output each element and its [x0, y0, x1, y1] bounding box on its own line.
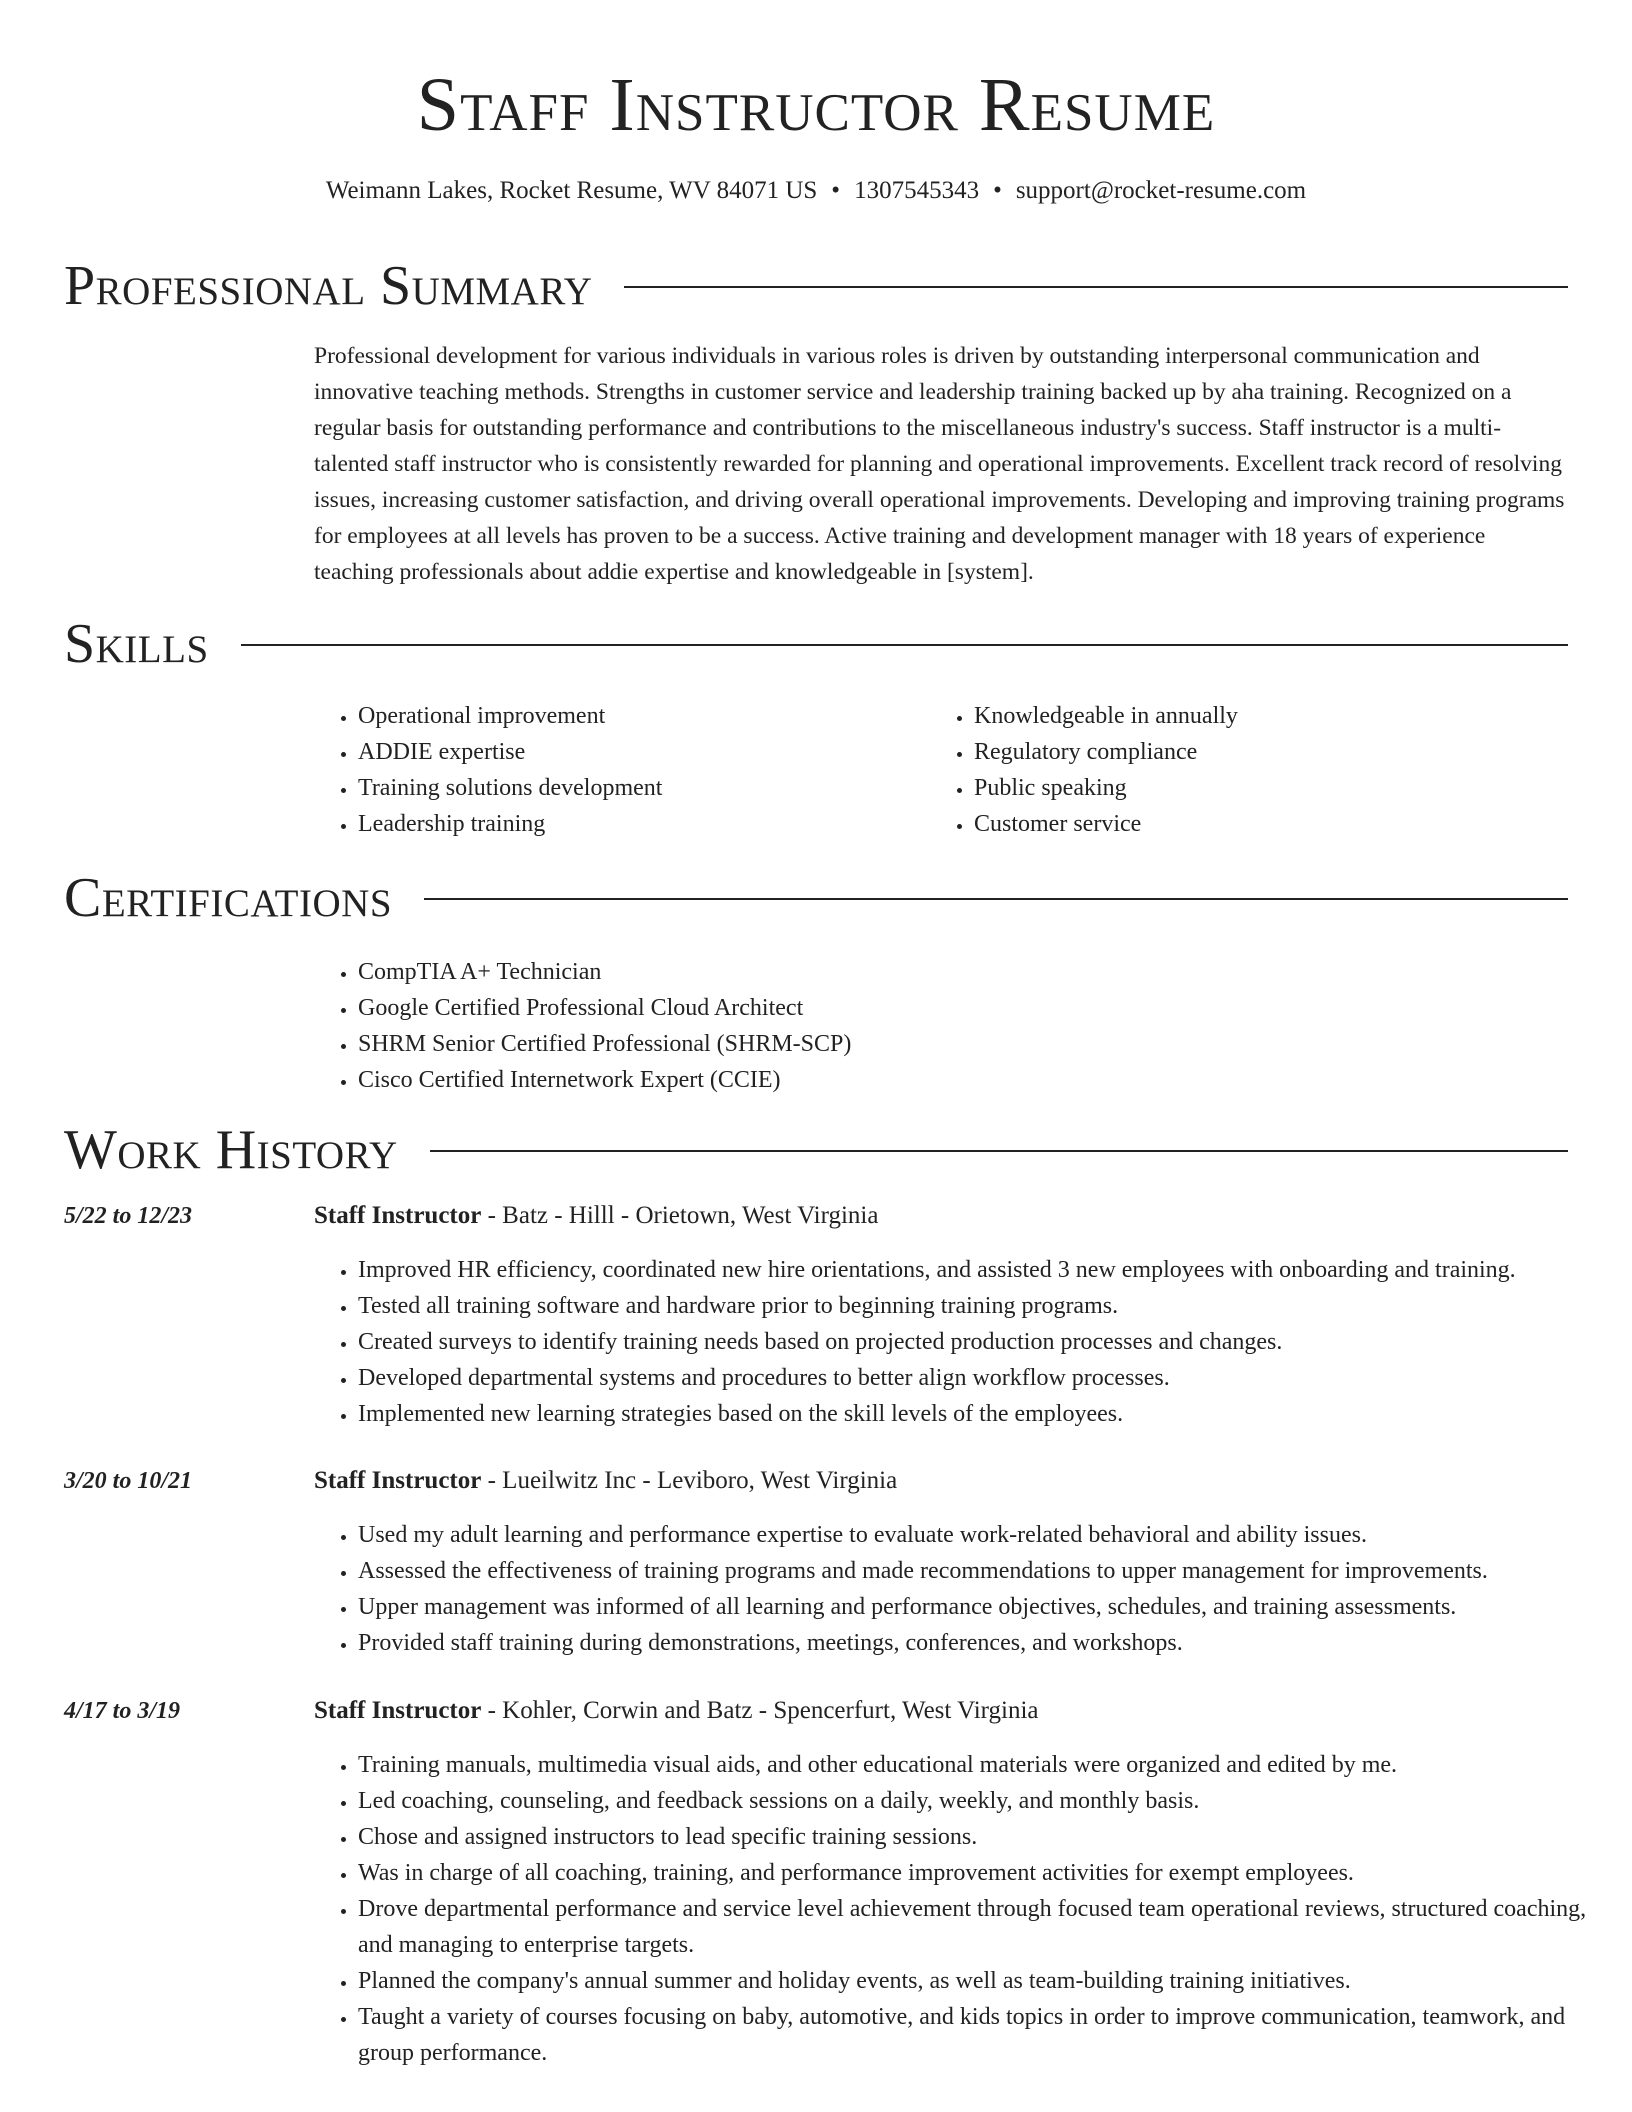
job-duty: • Led coaching, counseling, and feedback sessions on a daily, weekly, and monthly basis. [358, 1783, 1618, 1819]
job-title: Staff Instructor [314, 1467, 482, 1494]
job-duty: • Developed departmental systems and procedures to better align workflow processes. [358, 1360, 1618, 1396]
contact-address: Weimann Lakes, Rocket Resume, WV 84071 US [325, 177, 818, 204]
section-divider [624, 286, 1568, 288]
section-header-work-history [64, 1118, 1568, 1182]
job-employer-location: - Kohler, Corwin and Batz - Spencerfurt, West Virginia [481, 1697, 1039, 1724]
contact-phone: 1307545343 [854, 177, 980, 204]
job-duty: • Improved HR efficiency, coordinated new hire orientations, and assisted 3 new employees with onboarding and training. [358, 1252, 1618, 1288]
skills-list [314, 698, 914, 842]
summary-text: Professional development for various individuals in various roles is driven by outstanding interpersonal communication and innovative teaching methods. Strengths in customer service and leadership training backed up by aha training. Recognized on a regular basis for outstanding performance and contributions to the miscellaneous industry's success. Staff instructor is a multi-talented staff instructor who is consistently rewarded for planning and operational improvements. Excellent track record of resolving issues, increasing customer satisfaction, and driving overall operational improvements. Developing and improving training programs for employees at all levels has proven to be a success. Active training and development manager with 18 years of experience teaching professionals about addie expertise and knowledgeable in [system]. [314, 343, 1565, 585]
job-duty: • Created surveys to identify training needs based on projected production processes and changes. [358, 1324, 1618, 1360]
skill-item: • Knowledgeable in annually [974, 698, 1530, 734]
section-title-certifications: Certifications [64, 867, 393, 929]
skills-list [930, 698, 1530, 842]
section-header-summary [64, 254, 1568, 318]
certifications-block [314, 954, 1214, 1098]
job-duty: • Training manuals, multimedia visual aids, and other educational materials were organized and edited by me. [358, 1747, 1618, 1783]
job-dates: 5/22 to 12/23 [64, 1203, 193, 1229]
job-duties-list [314, 1747, 1618, 2071]
contact-separator: • [993, 177, 1002, 204]
certification-item: • CompTIA A+ Technician [358, 954, 1214, 990]
skills-column-left [314, 698, 914, 842]
job-duties-list [314, 1252, 1618, 1432]
section-title-skills: Skills [64, 613, 209, 675]
certification-item: • Google Certified Professional Cloud Architect [358, 990, 1214, 1026]
skill-item: • Training solutions development [358, 770, 914, 806]
job-duty: • Implemented new learning strategies based on the skill levels of the employees. [358, 1396, 1618, 1432]
job-duty: • Upper management was informed of all learning and performance objectives, schedules, and training assessments. [358, 1589, 1618, 1625]
skills-column-right [930, 698, 1530, 842]
skill-item: • Customer service [974, 806, 1530, 842]
certifications-list [314, 954, 1214, 1098]
job-duty: • Was in charge of all coaching, training, and performance improvement activities for exempt employees. [358, 1855, 1618, 1891]
section-title-work-history: Work History [64, 1119, 398, 1181]
job-duty: • Drove departmental performance and service level achievement through focused team operational reviews, structured coaching, and managing to enterprise targets. [358, 1891, 1618, 1963]
job-duty: • Provided staff training during demonstrations, meetings, conferences, and workshops. [358, 1625, 1618, 1661]
job-duty: • Chose and assigned instructors to lead specific training sessions. [358, 1819, 1618, 1855]
section-divider [430, 1150, 1568, 1152]
skill-item: • Leadership training [358, 806, 914, 842]
skill-item: • Operational improvement [358, 698, 914, 734]
skill-item: • Public speaking [974, 770, 1530, 806]
job-employer-location: - Lueilwitz Inc - Leviboro, West Virginia [481, 1467, 898, 1494]
section-divider [241, 644, 1568, 646]
job-dates: 3/20 to 10/21 [64, 1468, 193, 1494]
job-title: Staff Instructor [314, 1202, 482, 1229]
section-header-skills [64, 612, 1568, 676]
job-duty: • Used my adult learning and performance expertise to evaluate work-related behavioral and ability issues. [358, 1517, 1618, 1553]
contact-line [0, 173, 1632, 209]
section-divider [424, 898, 1568, 900]
section-header-certifications [64, 866, 1568, 930]
job-duty: • Planned the company's annual summer and holiday events, as well as team-building training initiatives. [358, 1963, 1618, 1999]
job-employer-location: - Batz - Hilll - Orietown, West Virginia [481, 1202, 879, 1229]
contact-email: support@rocket-resume.com [1015, 177, 1307, 204]
job-duty: • Taught a variety of courses focusing on baby, automotive, and kids topics in order to improve communication, teamwork, and group performance. [358, 1999, 1618, 2071]
certification-item: • SHRM Senior Certified Professional (SHRM-SCP) [358, 1026, 1214, 1062]
job-title: Staff Instructor [314, 1697, 482, 1724]
skill-item: • ADDIE expertise [358, 734, 914, 770]
skill-item: • Regulatory compliance [974, 734, 1530, 770]
section-title-summary: Professional Summary [64, 255, 593, 317]
job-headline [314, 1693, 1039, 1729]
page-title: Staff Instructor Resume [416, 63, 1216, 147]
job-headline [314, 1463, 897, 1499]
job-duty: • Tested all training software and hardware prior to beginning training programs. [358, 1288, 1618, 1324]
job-duty: • Assessed the effectiveness of training programs and made recommendations to upper management for improvements. [358, 1553, 1618, 1589]
job-dates: 4/17 to 3/19 [64, 1698, 181, 1724]
job-duties-list [314, 1517, 1618, 1661]
job-headline [314, 1198, 878, 1234]
certification-item: • Cisco Certified Internetwork Expert (CCIE) [358, 1062, 1214, 1098]
contact-separator: • [831, 177, 841, 204]
